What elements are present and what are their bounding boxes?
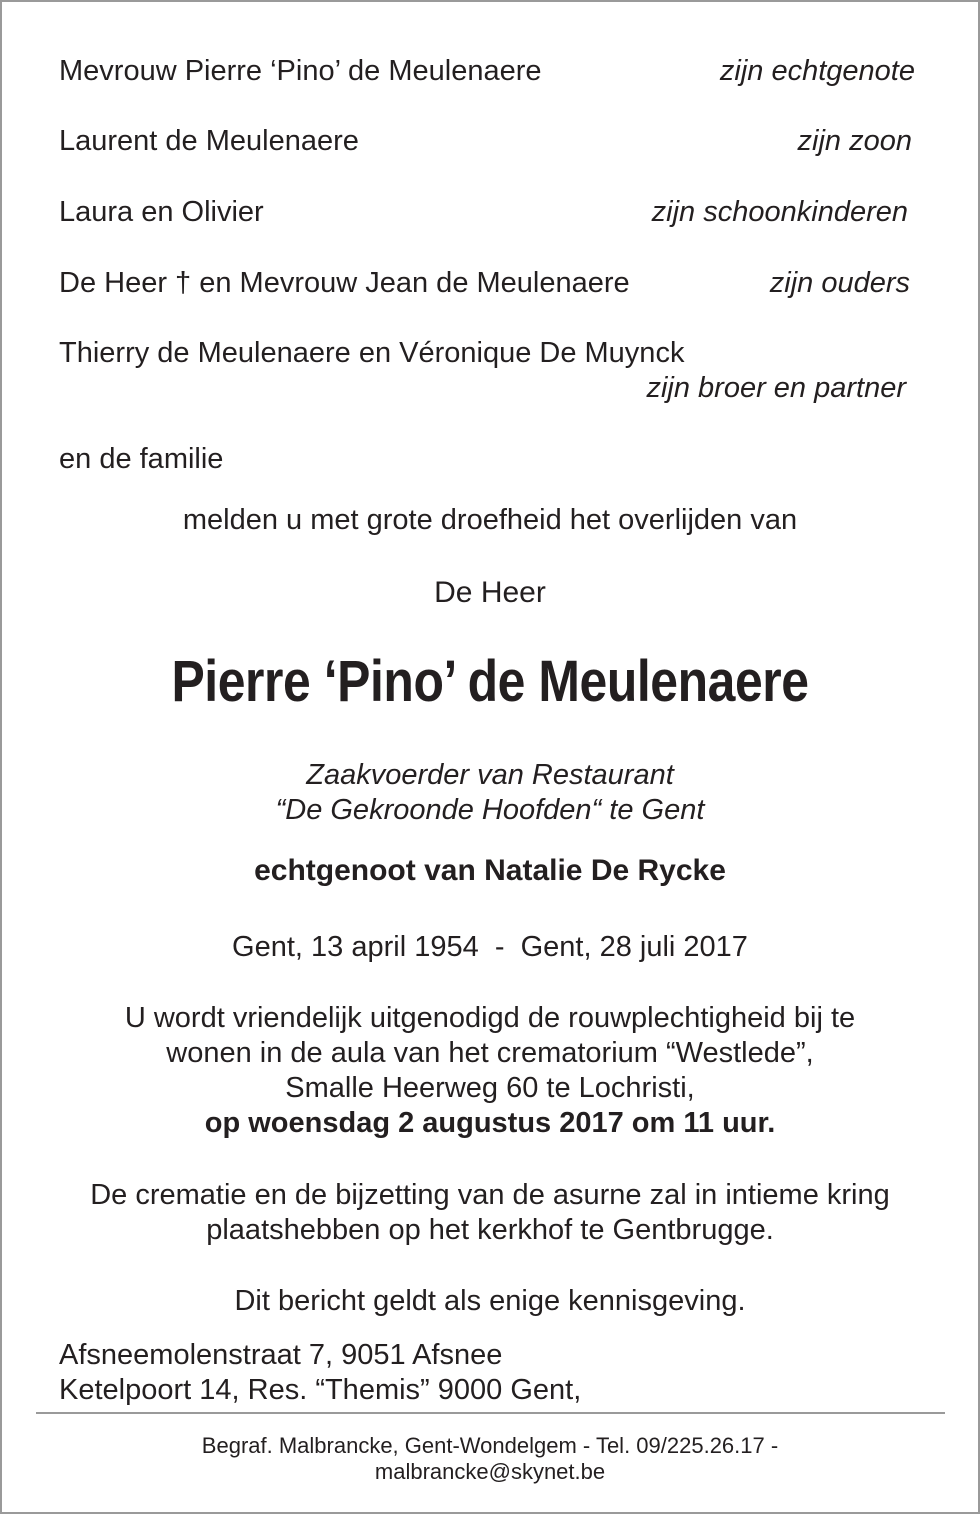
birth-death-dates: Gent, 13 april 1954 - Gent, 28 juli 2017	[232, 931, 748, 963]
ceremony-line-1: U wordt vriendelijk uitgenodigd de rouwplechtigheid bij te	[124, 1002, 856, 1034]
spouse-line: echtgenoot van Natalie De Rycke	[254, 854, 726, 887]
relative-name-5: Thierry de Meulenaere en Véronique De Muynck	[59, 337, 685, 369]
relative-relation-1: zijn echtgenote	[719, 55, 915, 87]
relative-relation-2: zijn zoon	[797, 125, 912, 157]
ceremony-date-time: op woensdag 2 augustus 2017 om 11 uur.	[204, 1107, 776, 1139]
ceremony-line-2: wonen in de aula van het crematorium “Westlede”,	[166, 1037, 814, 1069]
relative-relation-3: zijn schoonkinderen	[651, 196, 908, 228]
honorific: De Heer	[434, 576, 546, 609]
relative-name-1: Mevrouw Pierre ‘Pino’ de Meulenaere	[59, 55, 542, 87]
cremation-line-2: plaatshebben op het kerkhof te Gentbrugge.	[206, 1214, 774, 1246]
funeral-home-line: Begraf. Malbrancke, Gent-Wondelgem - Tel. 09/225.26.17 -	[201, 1433, 779, 1458]
address-line-1: Afsneemolenstraat 7, 9051 Afsnee	[59, 1339, 503, 1371]
announcement-text: melden u met grote droefheid het overlijden van	[182, 504, 798, 536]
occupation-line-1: Zaakvoerder van Restaurant	[306, 759, 674, 791]
relative-name-4: De Heer † en Mevrouw Jean de Meulenaere	[59, 267, 630, 299]
funeral-home-email: malbrancke@skynet.be	[374, 1459, 606, 1484]
relative-relation-4: zijn ouders	[769, 267, 910, 299]
relative-relation-5: zijn broer en partner	[646, 372, 906, 404]
footer-divider	[36, 1412, 945, 1414]
ceremony-line-3: Smalle Heerweg 60 te Lochristi,	[285, 1072, 695, 1104]
relative-name-2: Laurent de Meulenaere	[59, 125, 359, 157]
relative-name-3: Laura en Olivier	[59, 196, 264, 228]
deceased-name: Pierre ‘Pino’ de Meulenaere	[171, 649, 809, 714]
notice-text: Dit bericht geldt als enige kennisgeving.	[234, 1285, 746, 1317]
occupation-line-2: “De Gekroonde Hoofden“ te Gent	[275, 794, 705, 826]
cremation-line-1: De crematie en de bijzetting van de asurne zal in intieme kring	[90, 1179, 890, 1211]
family-line: en de familie	[59, 443, 224, 475]
address-line-2: Ketelpoort 14, Res. “Themis” 9000 Gent,	[59, 1374, 582, 1406]
